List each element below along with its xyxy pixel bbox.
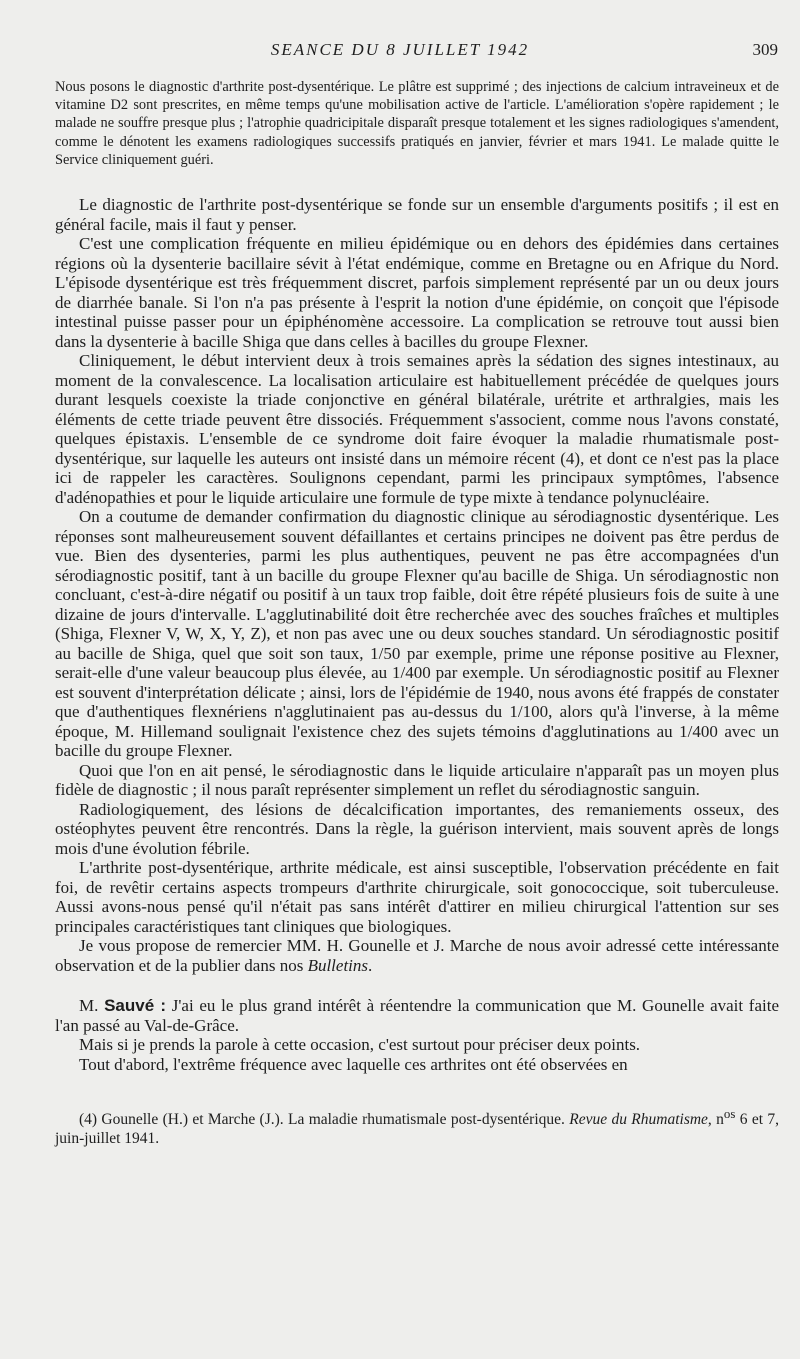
discussion-line-2: Mais si je prends la parole à cette occasion, c'est surtout pour préciser deux points. <box>79 1035 641 1055</box>
paragraph-epidemiology: C'est une complication fréquente en milieu épidémique ou en dehors des épidémies dans certaines régions où la dysenterie bacillaire sévit à l'état endémique, comme en Bretagne ou en Afrique du Nord. L'épisode dysentérique est très fréquemment discret, parfois simplement représenté par un ou deux jours de diarrhée banale. Si l'on n'a pas présente à l'esprit la notion d'une épidémie, on conçoit que l'épisode intestinal puisse passer pour un épiphénomène accessoire. La complication se retrouve tout aussi bien dans la dysenterie à bacille Shiga que dans celles à bacilles du groupe Flexner. <box>55 234 779 351</box>
speaker-suffix: : <box>154 996 167 1016</box>
running-title: SEANCE DU 8 JUILLET 1942 <box>270 40 530 59</box>
paragraph-conclusion: L'arthrite post-dysentérique, arthrite médicale, est ainsi susceptible, l'observation précédente en fait foi, de revêtir certains aspects trompeurs d'arthrite chirurgicale, soit gonococcique, soit tuberculeuse. Aussi avons-nous pensé qu'il n'était pas sans intérêt d'attirer en milieu chirurgical l'attention sur ses principales caractéristiques tant cliniques que biologiques. <box>55 858 779 936</box>
closing-end: . <box>368 955 373 975</box>
discussion <box>55 996 779 1074</box>
speaker-prefix: M. <box>79 996 105 1016</box>
closing-text: Je vous propose de remercier MM. H. Gounelle et J. Marche de nous avoir adressé cette intéressante observation et de la publier dans nos <box>55 936 779 975</box>
page-text <box>55 78 779 1164</box>
footnote-issue-rest: 6 et 7, juin-juillet 1941. <box>55 1111 779 1148</box>
page-header <box>0 38 800 62</box>
discussion-text-1: J'ai eu le plus grand intérêt à réentendre la communication que M. Gounelle avait faite l'an passé au Val-de-Grâce. <box>55 996 780 1035</box>
case-report <box>55 78 779 169</box>
footnote-issue-prefix: , n <box>707 1111 724 1129</box>
page-number: 309 <box>752 40 778 59</box>
journal-name: Bulletins <box>307 955 369 975</box>
paragraph-radiology: Radiologiquement, des lésions de décalcification importantes, des remaniements osseux, des ostéophytes peuvent être rencontrés. Dans la règle, la guérison intervient, mais souvent après de longs mois d'une évolution fébrile. <box>55 799 779 858</box>
discussion-line-3: Tout d'abord, l'extrême fréquence avec laquelle ces arthrites ont été observées en <box>79 1054 628 1074</box>
footnote-journal: Revue du Rhumatisme <box>569 1111 708 1129</box>
footnote <box>55 1104 779 1148</box>
paragraph-diagnosis: Le diagnostic de l'arthrite post-dysentérique se fonde sur un ensemble d'arguments positifs ; il est en général facile, mais il faut y penser. <box>55 195 779 234</box>
commentary <box>55 195 779 1074</box>
speaker-name: Sauvé <box>104 996 155 1016</box>
footnote-issue-sup: os <box>723 1106 736 1122</box>
case-report-paragraph: Nous posons le diagnostic d'arthrite post-dysentérique. Le plâtre est supprimé ; des injections de calcium intraveineux et de vitamine D2 sont prescrites, en même temps qu'une mobilisation active de l'article. L'amélioration s'opère rapidement ; le malade ne souffre presque plus ; l'atrophie quadricipitale disparaît presque totalement et les signes radiologiques s'amendent, comme le dénotent les examens radiologiques successifs pratiqués en janvier, février et mars 1941. Le malade quitte le Service cliniquement guéri. <box>55 79 779 168</box>
paragraph-clinical: Cliniquement, le début intervient deux à trois semaines après la sédation des signes intestinaux, au moment de la convalescence. La localisation articulaire est habituellement précédée de quelques jours durant lesquels coexiste la triade conjonctive en général bilatérale, urétrite et arthralgies, mais les éléments de cette triade peuvent être dissociés. Fréquemment s'associent, comme nous l'avons constaté, quelques épistaxis. L'ensemble de ce syndrome doit faire évoquer la maladie rhumatismale post-dysentérique, sur laquelle les auteurs ont insisté dans un mémoire récent (4), et dont ce n'est pas la place ici de rappeler les caractères. Soulignons cependant, parmi les principaux symptômes, l'absence d'adénopathies et pour le liquide articulaire une formule de type mixte à tendance polynucléaire. <box>55 351 779 507</box>
paragraph-articular-fluid: Quoi que l'on en ait pensé, le sérodiagnostic dans le liquide articulaire n'apparaît pas un moyen plus fidèle de diagnostic ; il nous paraît représenter simplement un reflet du sérodiagnostic sanguin. <box>55 760 779 800</box>
discussion-line-1 <box>55 996 779 1035</box>
paragraph-serodiagnosis: On a coutume de demander confirmation du diagnostic clinique au sérodiagnostic dysentérique. Les réponses sont malheureusement souvent défaillantes et certains principes ne doivent pas être perdus de vue. Bien des dysenteries, parmi les plus authentiques, peuvent ne pas être accompagnées d'un sérodiagnostic positif, tant à un bacille du groupe Flexner qu'au bacille de Shiga. Un sérodiagnostic non concluant, c'est-à-dire négatif ou positif à un taux trop faible, doit être répété plusieurs fois de suite à une dizaine de jours d'intervalle. L'agglutinabilité doit être recherchée avec des souches fraîches et multiples (Shiga, Flexner V, W, X, Y, Z), et non pas avec une ou deux souches standard. Un sérodiagnostic positif au bacille de Shiga, quel que soit son taux, 1/50 par exemple, prime une réponse positive au Flexner, serait-elle d'une valeur beaucoup plus élevée, au 1/400 par exemple. Un sérodiagnostic positif au Flexner est souvent d'interprétation délicate ; ainsi, lors de l'épidémie de 1940, nous avons été frappés de constater que d'authentiques flexnériens n'agglutinaient pas au-dessus du 1/100, alors qu'à l'inverse, à la même époque, M. Hillemand soulignait l'existence chez des sujets témoins d'agglutinations au 1/400 avec un bacille du groupe Flexner. <box>55 507 779 761</box>
footnote-text: (4) Gounelle (H.) et Marche (J.). La maladie rhumatismale post-dysentérique. <box>79 1111 570 1129</box>
paragraph-closing <box>55 936 779 975</box>
